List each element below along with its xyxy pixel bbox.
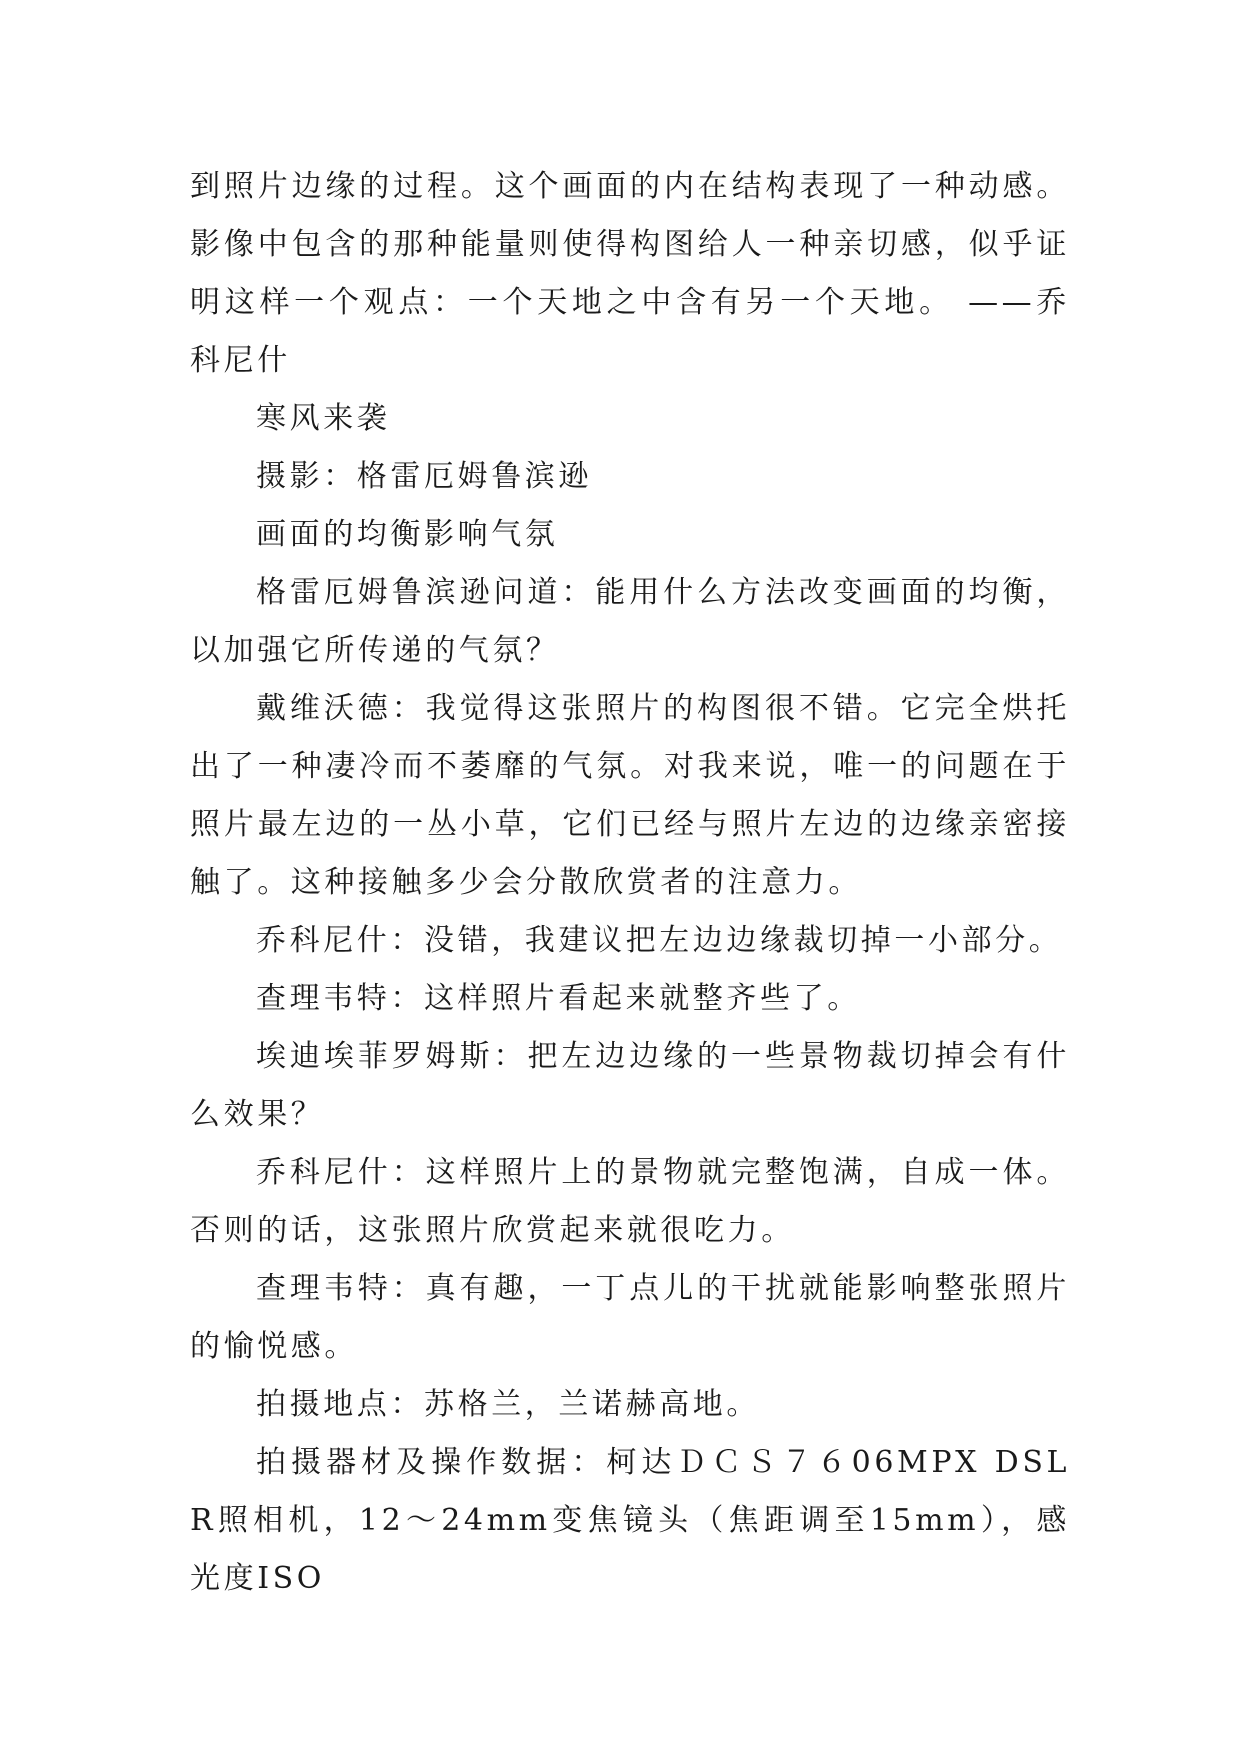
paragraph: 查理韦特：这样照片看起来就整齐些了。 — [256, 981, 861, 1016]
body-text — [190, 158, 1070, 1608]
paragraph-continuation: 到照片边缘的过程。这个画面的内在结构表现了一种动感。影像中包含的那种能量则使得构图给人一种亲切感，似乎证明这样一个观点：一个天地之中含有另一个天地。 ——乔科尼什 — [190, 169, 1070, 378]
paragraph: 戴维沃德：我觉得这张照片的构图很不错。它完全烘托出了一种凄冷而不萎靡的气氛。对我来说，唯一的问题在于照片最左边的一丛小草，它们已经与照片左边的边缘亲密接触了。这种接触多少会分散欣赏者的注意力。 — [190, 691, 1070, 900]
camera-settings: 拍摄器材及操作数据：柯达ＤＣＳ７６06MPX DSLR照相机，12～24mm变焦镜头（焦距调至15mm），感光度ISO — [190, 1445, 1070, 1596]
paragraph: 乔科尼什：没错，我建议把左边边缘裁切掉一小部分。 — [256, 923, 1063, 958]
photographer-credit: 摄影：格雷厄姆鲁滨逊 — [256, 459, 592, 494]
paragraph: 埃迪埃菲罗姆斯：把左边边缘的一些景物裁切掉会有什么效果？ — [190, 1039, 1070, 1132]
paragraph: 格雷厄姆鲁滨逊问道：能用什么方法改变画面的均衡，以加强它所传递的气氛？ — [190, 575, 1070, 668]
section-heading: 画面的均衡影响气氛 — [256, 517, 559, 552]
shooting-location: 拍摄地点：苏格兰，兰诺赫高地。 — [256, 1387, 760, 1422]
photo-title: 寒风来袭 — [256, 401, 391, 436]
paragraph: 乔科尼什：这样照片上的景物就完整饱满，自成一体。否则的话，这张照片欣赏起来就很吃力。 — [190, 1155, 1070, 1248]
paragraph: 查理韦特：真有趣，一丁点儿的干扰就能影响整张照片的愉悦感。 — [190, 1271, 1070, 1364]
